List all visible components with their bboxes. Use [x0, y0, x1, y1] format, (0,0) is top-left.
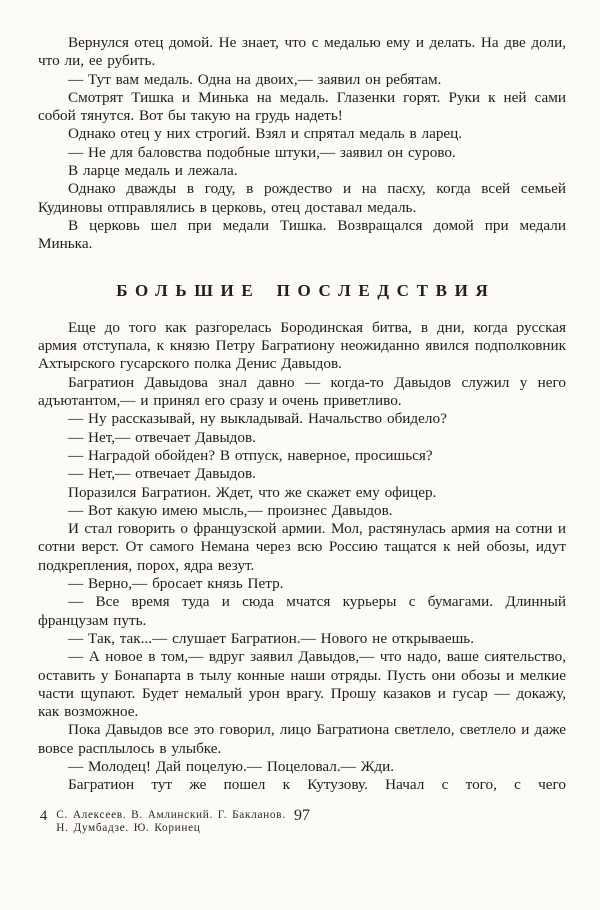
paragraph: — Вот какую имею мысль,— произнес Давыдов.	[68, 501, 393, 519]
paragraph: И стал говорить о французской армии. Мол, растянулась армия на сотни и сотни верст. От самого Немана через всю Россию тащатся к ней обозы, идут подкрепления, порох, ядра везут.	[38, 520, 566, 574]
paragraph: — Молодец! Дай поцелую.— Поцеловал.— Жди.	[68, 757, 394, 775]
paragraph: Однако отец у них строгий. Взял и спрятал медаль в ларец.	[68, 125, 463, 143]
footer	[38, 806, 566, 836]
paragraph: — Так, так...— слушает Багратион.— Нового не открываешь.	[68, 629, 474, 647]
paragraph: В ларце медаль и лежала.	[68, 162, 238, 180]
paragraph: — Ну рассказывай, ну выкладывай. Начальство обидело?	[68, 410, 447, 428]
authors-line-2: Н. Думбадзе. Ю. Коринец	[56, 822, 201, 835]
authors-line-1: С. Алексеев. В. Амлинский. Г. Бакланов.	[56, 808, 286, 821]
paragraph: — Не для баловства подобные штуки,— заявил он сурово.	[68, 143, 456, 161]
page-number: 97	[294, 806, 310, 824]
paragraph: Однако дважды в году, в рождество и на пасху, когда всей семьей Кудиновы отправлялись в церковь, отец доставал медаль.	[38, 180, 566, 216]
paragraph: Вернулся отец домой. Не знает, что с медалью ему и делать. На две доли, что ли, ее рубить.	[38, 34, 566, 70]
authors-note	[56, 809, 285, 836]
paragraph: Багратион Давыдова знал давно — когда-то Давыдов служил у него адъютантом,— и принял его сразу и очень приветливо.	[38, 373, 566, 410]
paragraph: Багратион тут же пошел к Кутузову. Начал с того, с чего	[68, 776, 566, 794]
paragraph: Смотрят Тишка и Минька на медаль. Глазенки горят. Руки к ней сами собой тянутся. Вот бы такую на грудь надеть!	[38, 88, 566, 125]
paragraph: Пока Давыдов все это говорил, лицо Багратиона светлело, светлело и даже вовсе расплылось в улыбке.	[38, 721, 566, 757]
paragraph: — Все время туда и сюда мчатся курьеры с бумагами. Длинный французам путь.	[38, 593, 566, 629]
paragraph: — Тут вам медаль. Одна на двоих,— заявил он ребятам.	[68, 70, 442, 88]
page-text	[38, 34, 566, 795]
paragraph: В церковь шел при медали Тишка. Возвращался домой при медали Минька.	[38, 216, 566, 253]
paragraph: — Верно,— бросает князь Петр.	[68, 575, 284, 593]
paragraph: Еще до того как разгорелась Бородинская битва, в дни, когда русская армия отступала, к князю Петру Багратиону неожиданно явился подполковник Ахтырского гусарского полка Денис Давыдов.	[38, 318, 566, 373]
paragraph: Поразился Багратион. Ждет, что же скажет ему офицер.	[68, 483, 437, 501]
paragraph: — Нет,— отвечает Давыдов.	[68, 428, 256, 446]
paragraph: — Нет,— отвечает Давыдов.	[68, 465, 256, 483]
signature-number: 4	[40, 807, 48, 824]
paragraph: — А новое в том,— вдруг заявил Давыдов,— что надо, ваше сиятельство, оставить у Бонапарта в тылу конные наши отряды. Пусть они обозы и мелкие части щупают. Будет немалый урон врагу. Прошу казаков и гусар — докажу, как возможное.	[38, 648, 566, 721]
paragraph: — Наградой обойден? В отпуск, наверное, просишься?	[68, 446, 433, 464]
chapter-title: БОЛЬШИЕ ПОСЛЕДСТВИЯ	[116, 280, 496, 300]
